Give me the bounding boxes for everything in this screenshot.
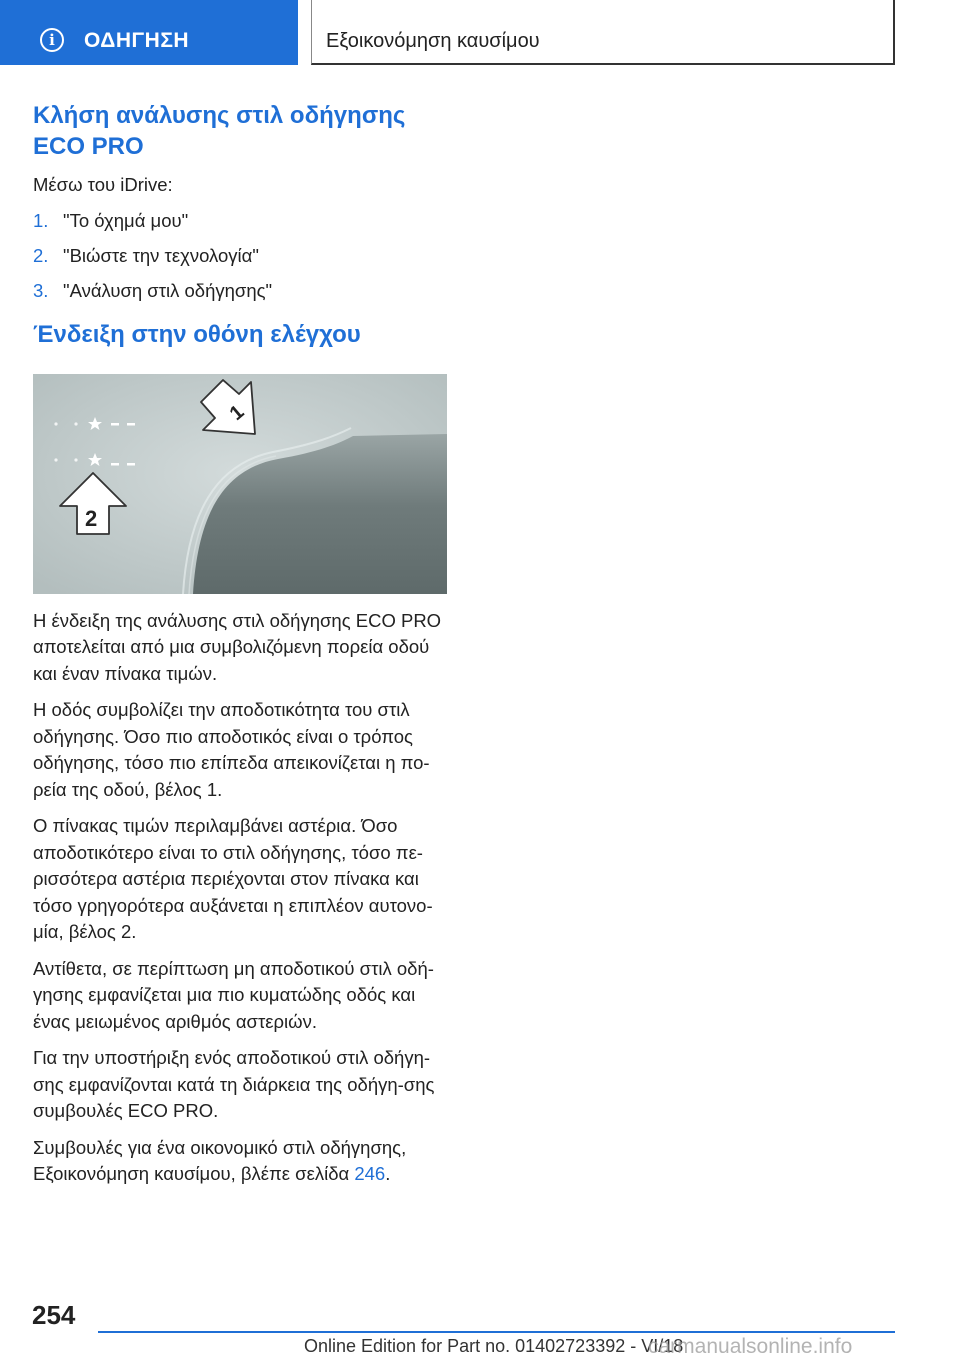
list-item xyxy=(33,208,453,234)
chapter-title: Εξοικονόμηση καυσίμου xyxy=(326,30,540,52)
section-tab xyxy=(0,0,298,65)
paragraph-with-link xyxy=(33,1135,453,1188)
footer-divider xyxy=(98,1331,895,1333)
step-number: 1. xyxy=(33,209,49,231)
watermark: carmanualsonline.info xyxy=(648,1335,853,1358)
section-title-display: Ένδειξη στην οθόνη ελέγχου xyxy=(33,320,361,348)
step-text: "Το όχημά μου" xyxy=(63,209,189,231)
paragraph: Αντίθετα, σε περίπτωση μη αποδοτικού στιλ οδή-γησης εμφανίζεται μια πιο κυματώδης οδός και ένας μειωμένος αριθμός αστεριών. xyxy=(33,957,434,1032)
step-text: "Ανάλυση στιλ οδήγησης" xyxy=(63,279,273,301)
steps-list xyxy=(33,208,453,304)
main-content xyxy=(33,100,453,1188)
eco-pro-display-figure xyxy=(33,374,447,594)
paragraph: Για την υποστήριξη ενός αποδοτικού στιλ οδήγη-σης εμφανίζονται κατά τη διάρκεια της οδήγη-σης συμβουλές ECO PRO. xyxy=(33,1047,435,1121)
paragraph-end: . xyxy=(385,1163,391,1184)
page-number: 254 xyxy=(32,1300,76,1330)
section-title-eco-pro-analysis: Κλήση ανάλυσης στιλ οδήγησης ECO PRO xyxy=(33,102,406,160)
step-text: "Βιώστε την τεχνολογία" xyxy=(63,244,259,266)
section-label: ΟΔΗΓΗΣΗ xyxy=(84,29,190,52)
paragraph-text: Συμβουλές για ένα οικονομικό στιλ οδήγησης, Εξοικονόμηση καυσίμου, βλέπε σελίδα xyxy=(33,1136,407,1184)
edition-text: Online Edition for Part no. 01402723392 - VI/18 xyxy=(304,1336,684,1356)
chapter-tab xyxy=(311,0,895,65)
list-item xyxy=(33,278,453,304)
arrow-1-label: 1 xyxy=(225,400,249,425)
step-number: 3. xyxy=(33,279,49,301)
page-link-246[interactable]: 246 xyxy=(354,1163,386,1184)
info-icon: i xyxy=(40,28,64,52)
paragraph: Η ένδειξη της ανάλυσης στιλ οδήγησης ECO PRO αποτελείται από μια συμβολιζόμενη πορεία οδού και έναν πίνακα τιμών. xyxy=(33,609,442,684)
list-item xyxy=(33,243,453,269)
step-number: 2. xyxy=(33,244,49,266)
intro-text: Μέσω του iDrive: xyxy=(33,174,173,195)
paragraph: Ο πίνακας τιμών περιλαμβάνει αστέρια. Όσο αποδοτικότερο είναι το στιλ οδήγησης, τόσο πε-ρισσότερα αστέρια περιέχονται στον πίνακα και τόσο γρηγορότερα αυξάνεται η επιπλέον αυτονο-μία, βέλος 2. xyxy=(33,815,433,942)
paragraph: Η οδός συμβολίζει την αποδοτικότητα του στιλ οδήγησης. Όσο πιο αποδοτικός είναι ο τρόπος οδήγησης, τόσο πιο επίπεδα απεικονίζεται η πο-ρεία της οδού, βέλος 1. xyxy=(33,699,430,800)
arrow-2-label: 2 xyxy=(85,505,98,531)
